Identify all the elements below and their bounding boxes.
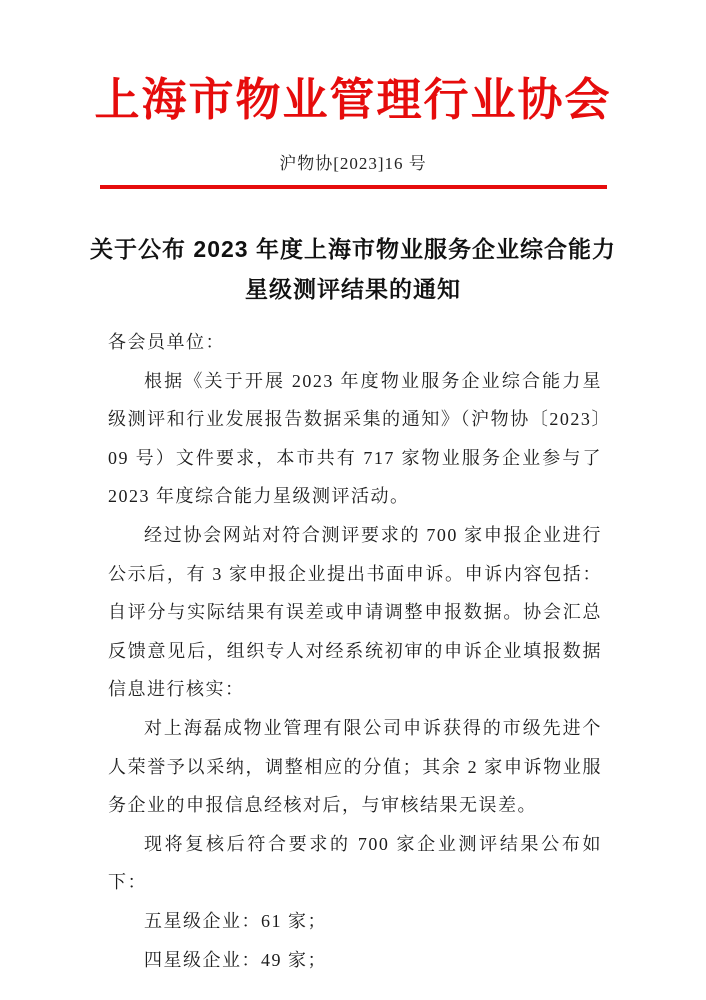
paragraph-basis: 根据《关于开展 2023 年度物业服务企业综合能力星级测评和行业发展报告数据采集的通知》（沪物协〔2023〕09 号）文件要求，本市共有 717 家物业服务企业参与了 2023 年度综合能力星级测评活动。	[108, 370, 602, 507]
notice-title	[0, 229, 706, 309]
paragraph-results-intro: 现将复核后符合要求的 700 家企业测评结果公布如下：	[108, 833, 602, 893]
notice-title-line2: 星级测评结果的通知	[245, 276, 461, 302]
paragraph-publicity-appeals: 经过协会网站对符合测评要求的 700 家申报企业进行公示后，有 3 家申报企业提出书面申诉。申诉内容包括：自评分与实际结果有误差或申请调整申报数据。协会汇总反馈意见后，组织专人对经系统初审的申诉企业填报数据信息进行核实：	[108, 524, 602, 700]
notice-body	[0, 323, 706, 979]
paragraph-appeal-results: 对上海磊成物业管理有限公司申诉获得的市级先进个人荣誉予以采纳，调整相应的分值；其余 2 家申诉物业服务企业的申报信息经核对后，与审核结果无误差。	[108, 717, 602, 816]
header-divider-rule	[100, 185, 607, 189]
five-star-count-line: 五星级企业：61 家；	[144, 910, 327, 931]
four-star-count-line: 四星级企业：49 家；	[144, 949, 327, 970]
org-name-heading: 上海市物业管理行业协会	[94, 75, 612, 125]
salutation: 各会员单位：	[108, 332, 225, 352]
doc-number: 沪物协[2023]16 号	[279, 154, 427, 173]
notice-title-line1: 关于公布 2023 年度上海市物业服务企业综合能力	[90, 236, 616, 262]
